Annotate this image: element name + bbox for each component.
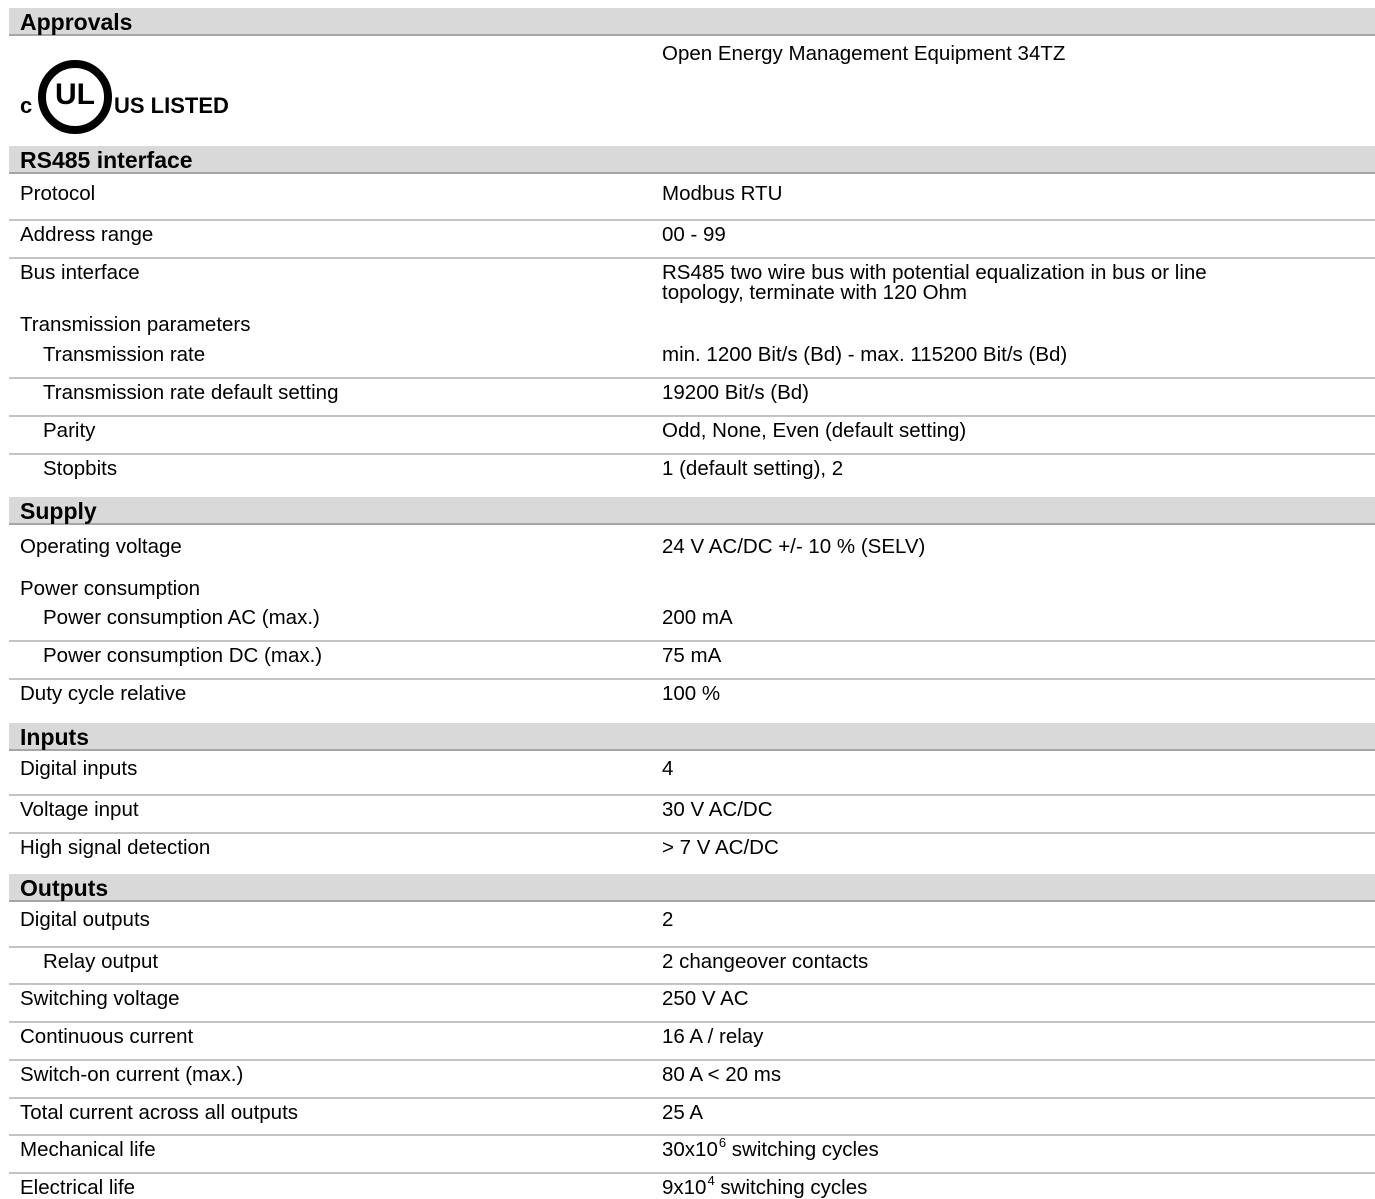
spec-row-transmission-parameters [9, 311, 1375, 344]
spec-value: 80 A < 20 ms [662, 1063, 782, 1086]
spec-value: 75 mA [662, 644, 722, 667]
spec-row-transmission-rate [9, 341, 1375, 379]
spec-value: 200 mA [662, 606, 733, 629]
spec-row-parity [9, 417, 1375, 455]
spec-row-transmission-rate-default [9, 379, 1375, 417]
spec-row-duty-cycle [9, 680, 1375, 723]
spec-row-mechanical-life [9, 1136, 1375, 1174]
spec-value: 1 (default setting), 2 [662, 457, 844, 480]
spec-row-electrical-life [9, 1174, 1375, 1199]
spec-row-voltage-input [9, 796, 1375, 834]
spec-row-switch-on-current [9, 1061, 1375, 1099]
spec-value: 2 changeover contacts [662, 950, 869, 973]
spec-row-bus-interface [9, 259, 1375, 311]
spec-row-continuous-current [9, 1023, 1375, 1061]
spec-label: Stopbits [43, 457, 118, 480]
spec-value: 30 V AC/DC [662, 798, 773, 821]
spec-value-line2: topology, terminate with 120 Ohm [662, 281, 967, 304]
spec-label: Switch-on current (max.) [20, 1063, 244, 1086]
spec-label: Transmission rate [43, 343, 206, 366]
section-title: Approvals [20, 9, 133, 35]
spec-label: Parity [43, 419, 96, 442]
spec-value: 19200 Bit/s (Bd) [662, 381, 809, 404]
spec-label: High signal detection [20, 836, 211, 859]
spec-label: Relay output [43, 950, 159, 973]
spec-row-total-current [9, 1099, 1375, 1136]
spec-row-stopbits [9, 455, 1375, 497]
spec-value: 00 - 99 [662, 223, 726, 246]
spec-label: Address range [20, 223, 154, 246]
spec-row-protocol [9, 174, 1375, 221]
spec-label: Bus interface [20, 261, 140, 284]
spec-label: Switching voltage [20, 987, 180, 1010]
spec-row-power-consumption-ac [9, 604, 1375, 642]
spec-row-relay-output [9, 948, 1375, 985]
spec-row-address-range [9, 221, 1375, 259]
spec-label: Power consumption [20, 577, 201, 600]
spec-label: Digital outputs [20, 908, 150, 931]
exponent: 6 [718, 1135, 727, 1150]
spec-row-power-consumption [9, 575, 1375, 604]
section-header-outputs [9, 874, 1375, 902]
spec-value: $9x10^4$ switching cycles [662, 1173, 868, 1199]
spec-row-operating-voltage [9, 525, 1375, 575]
spec-label: Transmission rate default setting [43, 381, 339, 404]
section-title: Inputs [20, 724, 89, 750]
section-header-inputs [9, 723, 1375, 751]
spec-label: Mechanical life [20, 1138, 156, 1161]
spec-label: Duty cycle relative [20, 682, 187, 705]
spec-value: 100 % [662, 682, 721, 705]
section-header-rs485 [9, 146, 1375, 174]
spec-value: 4 [662, 757, 674, 780]
spec-label: Power consumption DC (max.) [43, 644, 323, 667]
exponent: 4 [707, 1173, 715, 1188]
spec-value: 25 A [662, 1101, 704, 1124]
spec-value-line1: RS485 two wire bus with potential equalization in bus or line [662, 261, 1207, 284]
spec-label: Operating voltage [20, 535, 182, 558]
spec-value: min. 1200 Bit/s (Bd) - max. 115200 Bit/s (Bd) [662, 343, 1068, 366]
spec-value: > 7 V AC/DC [662, 836, 779, 859]
spec-label: Power consumption AC (max.) [43, 606, 320, 629]
logo-ul-text: UL [55, 78, 95, 111]
spec-value: Odd, None, Even (default setting) [662, 419, 967, 442]
spec-value: Modbus RTU [662, 182, 783, 205]
spec-value: 24 V AC/DC +/- 10 % (SELV) [662, 535, 926, 558]
logo-us-listed-text: US LISTED [114, 93, 229, 118]
spec-label: Continuous current [20, 1025, 194, 1048]
spec-value: 2 [662, 908, 674, 931]
certification-value: Open Energy Management Equipment 34TZ [662, 42, 1066, 65]
cul-us-listed-icon [18, 50, 258, 140]
spec-row-switching-voltage [9, 985, 1375, 1023]
section-header-supply [9, 497, 1375, 525]
spec-row-digital-outputs [9, 906, 1375, 948]
spec-row-digital-inputs [9, 755, 1375, 796]
spec-row-high-signal [9, 834, 1375, 874]
spec-row-power-consumption-dc [9, 642, 1375, 680]
spec-value: $30x10^6$ switching cycles [662, 1135, 879, 1161]
spec-label: Transmission parameters [20, 313, 251, 336]
spec-label: Digital inputs [20, 757, 138, 780]
section-title: Outputs [20, 875, 109, 901]
spec-value: 250 V AC [662, 987, 749, 1010]
spec-label: Voltage input [20, 798, 139, 821]
spec-label: Electrical life [20, 1176, 136, 1199]
spec-value: 16 A / relay [662, 1025, 764, 1048]
spec-label: Total current across all outputs [20, 1101, 299, 1124]
spec-label: Protocol [20, 182, 96, 205]
section-title: RS485 interface [20, 147, 193, 173]
logo-c-text: c [20, 93, 33, 118]
section-header-approvals [9, 8, 1375, 36]
section-title: Supply [20, 498, 97, 524]
